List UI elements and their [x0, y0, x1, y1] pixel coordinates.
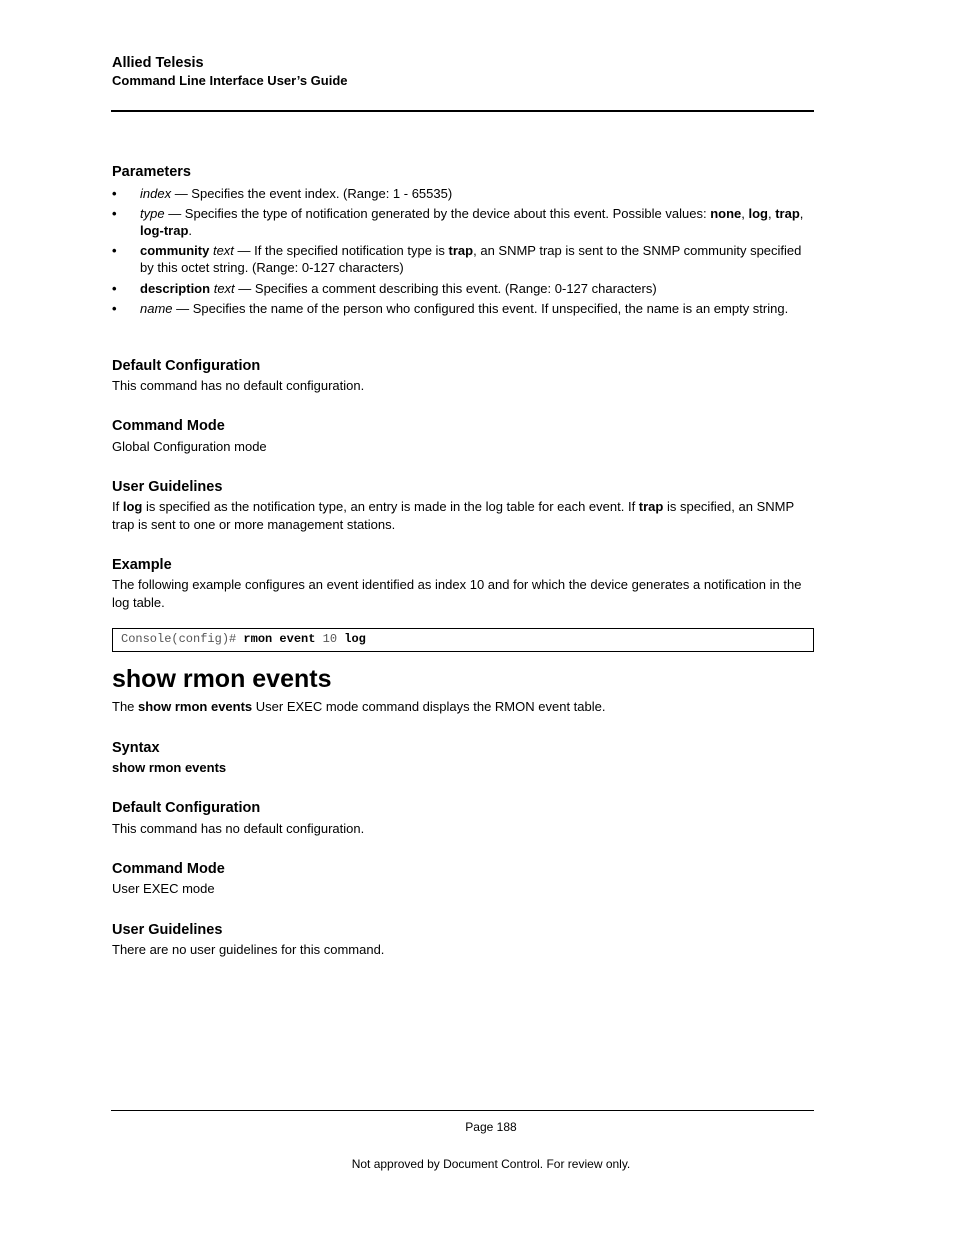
- bullet: •: [112, 243, 117, 258]
- header-guide-title: Command Line Interface User’s Guide: [112, 73, 348, 88]
- section-intro: The show rmon events User EXEC mode command displays the RMON event table.: [112, 699, 606, 714]
- header-divider: [111, 110, 814, 112]
- command-mode-text-2: User EXEC mode: [112, 881, 215, 896]
- bullet: •: [112, 301, 117, 316]
- code-example-box: [112, 628, 814, 652]
- syntax-text: show rmon events: [112, 760, 227, 775]
- default-config-heading-2: Default Configuration: [112, 800, 261, 816]
- param-item-community: • community text — If the specified notification type is trap, an SNMP trap is sent to the SNMP community specified by this octet string. (Range: 0-127 characters): [112, 243, 802, 275]
- param-item-type: • type — Specifies the type of notification generated by the device about this event. Possible values: none, log, trap, log-trap.: [112, 206, 804, 238]
- bullet: •: [112, 206, 117, 221]
- code-example-line: Console(config)# rmon event 10 log: [121, 632, 366, 646]
- command-mode-heading-2: Command Mode: [112, 861, 225, 877]
- example-heading: Example: [112, 557, 172, 573]
- command-mode-heading: Command Mode: [112, 418, 225, 434]
- param-item-description: • description text — Specifies a comment describing this event. (Range: 0-127 characters): [112, 281, 657, 296]
- review-note: Not approved by Document Control. For review only.: [351, 1157, 631, 1171]
- default-config-heading: Default Configuration: [112, 358, 261, 374]
- bullet: •: [112, 186, 117, 201]
- user-guidelines-text-2: There are no user guidelines for this command.: [112, 942, 385, 957]
- footer-divider: [111, 1110, 814, 1111]
- param-item-name: • name — Specifies the name of the person who configured this event. If unspecified, the name is an empty string.: [112, 301, 789, 316]
- parameters-heading: Parameters: [112, 164, 191, 180]
- example-text: The following example configures an event identified as index 10 and for which the device generates a notification in the log table.: [112, 577, 802, 610]
- user-guidelines-heading-2: User Guidelines: [112, 922, 223, 938]
- syntax-heading: Syntax: [112, 740, 160, 756]
- bullet: •: [112, 281, 117, 296]
- section-title: show rmon events: [112, 665, 332, 693]
- default-config-text-2: This command has no default configuration.: [112, 821, 365, 836]
- default-config-text: This command has no default configuration.: [112, 378, 365, 393]
- param-item-index: • index — Specifies the event index. (Range: 1 - 65535): [112, 186, 453, 201]
- user-guidelines-heading: User Guidelines: [112, 479, 223, 495]
- command-mode-text: Global Configuration mode: [112, 439, 267, 454]
- page-number: Page 188: [465, 1120, 517, 1134]
- user-guidelines-text: If log is specified as the notification type, an entry is made in the log table for each event. If trap is specified, an SNMP trap is sent to one or more management stations.: [112, 499, 794, 532]
- header-company: Allied Telesis: [112, 55, 204, 71]
